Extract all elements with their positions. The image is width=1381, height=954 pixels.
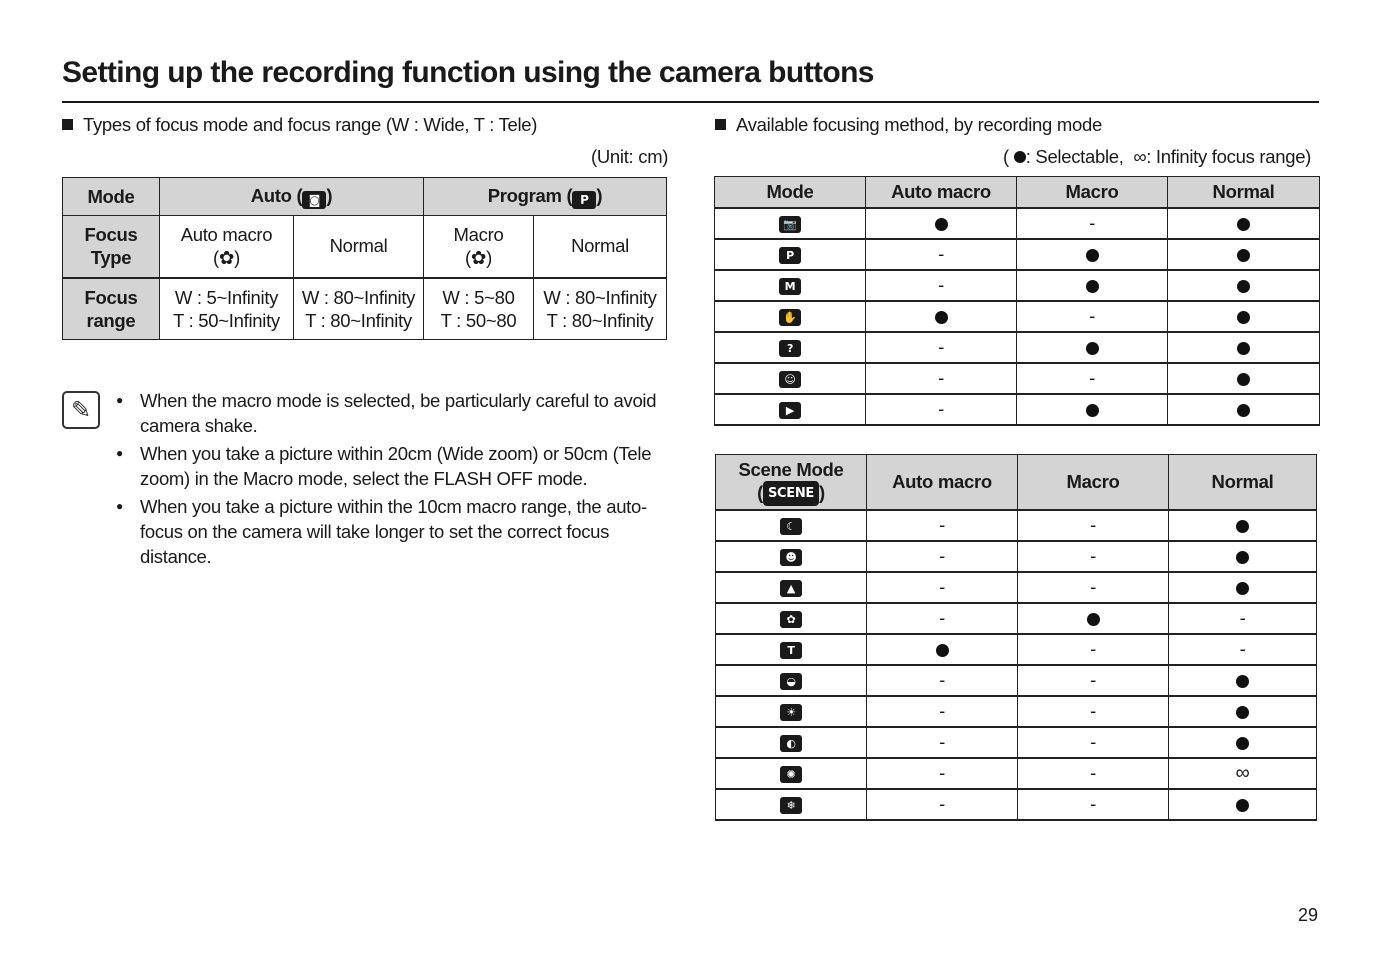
- availability-cell: [866, 332, 1017, 363]
- mode-icon-cell: [716, 789, 867, 820]
- availability-cell: [1169, 696, 1317, 727]
- selectable-dot-icon: [1236, 737, 1249, 750]
- unavailable-dash: -: [1089, 212, 1095, 233]
- availability-cell: [1018, 758, 1169, 789]
- normal-header: Normal: [1169, 455, 1317, 510]
- availability-cell: [867, 541, 1018, 572]
- mode-icon-cell: [716, 603, 867, 634]
- mode-icon-cell: [716, 758, 867, 789]
- availability-cell: [866, 363, 1017, 394]
- selectable-dot-icon: [1236, 582, 1249, 595]
- availability-cell: [1018, 665, 1169, 696]
- mode-icon-cell: [715, 301, 866, 332]
- mode-icon-cell: [715, 270, 866, 301]
- portrait-icon: ☺: [779, 371, 801, 388]
- program-icon: P: [572, 191, 596, 209]
- dual-is-icon: ✋: [779, 309, 801, 326]
- availability-cell: [1018, 510, 1169, 541]
- availability-cell: [1168, 363, 1320, 394]
- table-row: [716, 603, 1317, 634]
- table-row: [716, 758, 1317, 789]
- availability-cell: [1017, 301, 1168, 332]
- scene-mode-header: Scene Mode ( SCENE ): [716, 455, 867, 510]
- focus-type-macro: Macro (✿): [424, 216, 534, 278]
- dawn-icon: ☀: [780, 704, 802, 721]
- movie-icon: ▶: [779, 402, 801, 419]
- mode-icon-cell: [716, 572, 867, 603]
- availability-cell: [1169, 634, 1317, 665]
- focus-type-normal-1: Normal: [294, 216, 424, 278]
- availability-cell: [867, 665, 1018, 696]
- table-row: [715, 208, 1320, 239]
- availability-cell: [866, 239, 1017, 270]
- unavailable-dash: -: [1090, 576, 1096, 597]
- focus-type-normal-2: Normal: [534, 216, 667, 278]
- selectable-dot-icon: [935, 311, 948, 324]
- availability-cell: [1018, 541, 1169, 572]
- availability-cell: [867, 603, 1018, 634]
- night-icon: ☾: [780, 518, 802, 535]
- table-row: [716, 541, 1317, 572]
- selectable-dot-icon: [1237, 249, 1250, 262]
- manual-icon: M: [779, 278, 801, 295]
- unavailable-dash: -: [939, 762, 945, 783]
- availability-cell: [1017, 332, 1168, 363]
- availability-cell: [866, 301, 1017, 332]
- fireworks-icon: ✺: [780, 766, 802, 783]
- focus-range-auto-macro: W : 5~Infinity T : 50~Infinity: [160, 278, 294, 340]
- mode-header: Mode: [63, 178, 160, 216]
- availability-cell: [1018, 603, 1169, 634]
- availability-cell: [1169, 665, 1317, 696]
- availability-cell: [1017, 239, 1168, 270]
- focusing-method-heading-text: Available focusing method, by recording mode: [736, 114, 1102, 135]
- availability-cell: [1169, 758, 1317, 789]
- availability-cell: [1017, 270, 1168, 301]
- availability-cell: [866, 270, 1017, 301]
- selectable-dot-icon: [1236, 520, 1249, 533]
- availability-cell: [1168, 301, 1320, 332]
- landscape-icon: ▲: [780, 580, 802, 597]
- availability-cell: [867, 510, 1018, 541]
- focus-range-table: [62, 177, 667, 340]
- auto-macro-header: Auto macro: [866, 177, 1017, 208]
- normal-header: Normal: [1168, 177, 1320, 208]
- focus-range-auto-normal: W : 80~Infinity T : 80~Infinity: [294, 278, 424, 340]
- availability-cell: [1169, 727, 1317, 758]
- close-up-icon: ✿: [780, 611, 802, 628]
- selectable-dot-icon: [1086, 342, 1099, 355]
- unavailable-dash: -: [939, 514, 945, 535]
- unavailable-dash: -: [1090, 762, 1096, 783]
- beach-snow-icon: ❄: [780, 797, 802, 814]
- selectable-dot-icon: [1237, 373, 1250, 386]
- availability-cell: [1168, 208, 1320, 239]
- camera-icon: ◙: [302, 191, 326, 209]
- mode-icon-cell: [715, 363, 866, 394]
- unavailable-dash: -: [938, 274, 944, 295]
- unavailable-dash: -: [938, 243, 944, 264]
- selectable-dot-icon: [1236, 551, 1249, 564]
- text-icon: T: [780, 642, 802, 659]
- selectable-dot-icon: [936, 644, 949, 657]
- selectable-dot-icon: [1237, 280, 1250, 293]
- selectable-dot-icon: [1087, 613, 1100, 626]
- unavailable-dash: -: [939, 607, 945, 628]
- mode-icon-cell: [716, 727, 867, 758]
- selectable-dot-icon: [1014, 151, 1026, 163]
- unavailable-dash: -: [1090, 514, 1096, 535]
- unavailable-dash: -: [938, 398, 944, 419]
- scene-mode-table: [715, 454, 1317, 821]
- focus-range-program-normal: W : 80~Infinity T : 80~Infinity: [534, 278, 667, 340]
- mode-icon-cell: [716, 665, 867, 696]
- selectable-dot-icon: [1086, 249, 1099, 262]
- unavailable-dash: -: [939, 669, 945, 690]
- availability-cell: [867, 696, 1018, 727]
- table-row: [715, 394, 1320, 425]
- notes-list: [112, 388, 672, 572]
- table-row: [716, 696, 1317, 727]
- table-row: [716, 665, 1317, 696]
- selectable-dot-icon: [1236, 706, 1249, 719]
- availability-cell: [867, 727, 1018, 758]
- legend-note: ( : Selectable, ∞: Infinity focus range): [1003, 146, 1312, 167]
- mode-icon-cell: [715, 394, 866, 425]
- availability-cell: [1168, 394, 1320, 425]
- availability-cell: [1169, 541, 1317, 572]
- table-row: [715, 332, 1320, 363]
- availability-cell: [1018, 634, 1169, 665]
- macro-icon: ✿: [470, 247, 487, 269]
- availability-cell: [1017, 208, 1168, 239]
- focusing-method-heading: [715, 114, 1102, 136]
- unavailable-dash: -: [1090, 545, 1096, 566]
- selectable-dot-icon: [935, 218, 948, 231]
- note-item: ● When the macro mode is selected, be particularly careful to avoid camera shake.: [112, 388, 672, 438]
- focus-type-auto-macro: Auto macro (✿): [160, 216, 294, 278]
- table-row: [716, 727, 1317, 758]
- program-header: Program ( P ): [424, 178, 667, 216]
- mode-icon-cell: [716, 634, 867, 665]
- unavailable-dash: -: [1090, 731, 1096, 752]
- table-row: [715, 301, 1320, 332]
- availability-cell: [1017, 394, 1168, 425]
- mode-icon-cell: [715, 208, 866, 239]
- selectable-dot-icon: [1237, 404, 1250, 417]
- note-item: ● When you take a picture within the 10cm macro range, the auto-focus on the camera will take longer to set the correct focus distance.: [112, 494, 672, 569]
- table-row: [716, 510, 1317, 541]
- note-item: ● When you take a picture within 20cm (Wide zoom) or 50cm (Tele zoom) in the Macro mode, select the FLASH OFF mode.: [112, 441, 672, 491]
- table-row: [715, 239, 1320, 270]
- auto-macro-icon: ✿: [218, 247, 235, 269]
- infinity-symbol: ∞: [1235, 761, 1250, 784]
- availability-cell: [866, 394, 1017, 425]
- availability-cell: [867, 789, 1018, 820]
- unavailable-dash: -: [939, 793, 945, 814]
- macro-header: Macro: [1017, 177, 1168, 208]
- availability-cell: [867, 634, 1018, 665]
- mode-icon-cell: [716, 696, 867, 727]
- recording-mode-table: [714, 176, 1320, 426]
- availability-cell: [1168, 270, 1320, 301]
- availability-cell: [1169, 510, 1317, 541]
- unavailable-dash: -: [1090, 638, 1096, 659]
- table-row: [715, 270, 1320, 301]
- unavailable-dash: -: [938, 336, 944, 357]
- unavailable-dash: -: [1089, 305, 1095, 326]
- selectable-dot-icon: [1237, 311, 1250, 324]
- unavailable-dash: -: [1089, 367, 1095, 388]
- availability-cell: [1018, 696, 1169, 727]
- note-pencil-icon: ✎: [62, 391, 100, 429]
- focus-type-label: Focus Type: [63, 216, 160, 278]
- focus-range-label: Focus range: [63, 278, 160, 340]
- macro-header: Macro: [1018, 455, 1169, 510]
- unavailable-dash: -: [1239, 638, 1246, 659]
- availability-cell: [867, 758, 1018, 789]
- unavailable-dash: -: [939, 545, 945, 566]
- availability-cell: [1169, 603, 1317, 634]
- availability-cell: [1168, 239, 1320, 270]
- unavailable-dash: -: [939, 700, 945, 721]
- mode-header: Mode: [715, 177, 866, 208]
- selectable-dot-icon: [1236, 799, 1249, 812]
- program-icon: P: [779, 247, 801, 264]
- availability-cell: [1018, 572, 1169, 603]
- table-row: [715, 363, 1320, 394]
- mode-icon-cell: [716, 510, 867, 541]
- children-icon: ☻: [780, 549, 802, 566]
- unavailable-dash: -: [1239, 607, 1246, 628]
- availability-cell: [1169, 572, 1317, 603]
- scene-badge-icon: SCENE: [763, 481, 819, 506]
- unit-label: (Unit: cm): [591, 146, 669, 167]
- availability-cell: [1017, 363, 1168, 394]
- focus-range-program-macro: W : 5~80 T : 50~80: [424, 278, 534, 340]
- unavailable-dash: -: [938, 367, 944, 388]
- square-bullet-icon: [62, 119, 73, 130]
- unavailable-dash: -: [1090, 700, 1096, 721]
- page-number: 29: [1298, 905, 1319, 925]
- availability-cell: [1169, 789, 1317, 820]
- table-row: [716, 572, 1317, 603]
- unavailable-dash: -: [939, 731, 945, 752]
- unavailable-dash: -: [939, 576, 945, 597]
- mode-icon-cell: [716, 541, 867, 572]
- mode-icon-cell: [715, 239, 866, 270]
- auto-macro-header: Auto macro: [867, 455, 1018, 510]
- availability-cell: [1168, 332, 1320, 363]
- mode-icon-cell: [715, 332, 866, 363]
- backlight-icon: ◐: [780, 735, 802, 752]
- selectable-dot-icon: [1086, 280, 1099, 293]
- availability-cell: [866, 208, 1017, 239]
- availability-cell: [867, 572, 1018, 603]
- selectable-dot-icon: [1237, 342, 1250, 355]
- selectable-dot-icon: [1237, 218, 1250, 231]
- focus-types-heading-text: Types of focus mode and focus range (W : Wide, T : Tele): [83, 114, 538, 135]
- table-row: [716, 634, 1317, 665]
- page-title: Setting up the recording function using the camera buttons: [62, 55, 1319, 103]
- selectable-dot-icon: [1086, 404, 1099, 417]
- auto-header: Auto ( ◙ ): [160, 178, 424, 216]
- photo-help-guide-icon: ?: [779, 340, 801, 357]
- selectable-dot-icon: [1236, 675, 1249, 688]
- unavailable-dash: -: [1090, 793, 1096, 814]
- unavailable-dash: -: [1090, 669, 1096, 690]
- infinity-icon: ∞: [1133, 146, 1147, 167]
- square-bullet-icon: [715, 119, 726, 130]
- camera-icon: 📷: [779, 216, 801, 233]
- availability-cell: [1018, 789, 1169, 820]
- availability-cell: [1018, 727, 1169, 758]
- table-row: [716, 789, 1317, 820]
- focus-types-heading: [62, 114, 537, 136]
- sunset-icon: ◒: [780, 673, 802, 690]
